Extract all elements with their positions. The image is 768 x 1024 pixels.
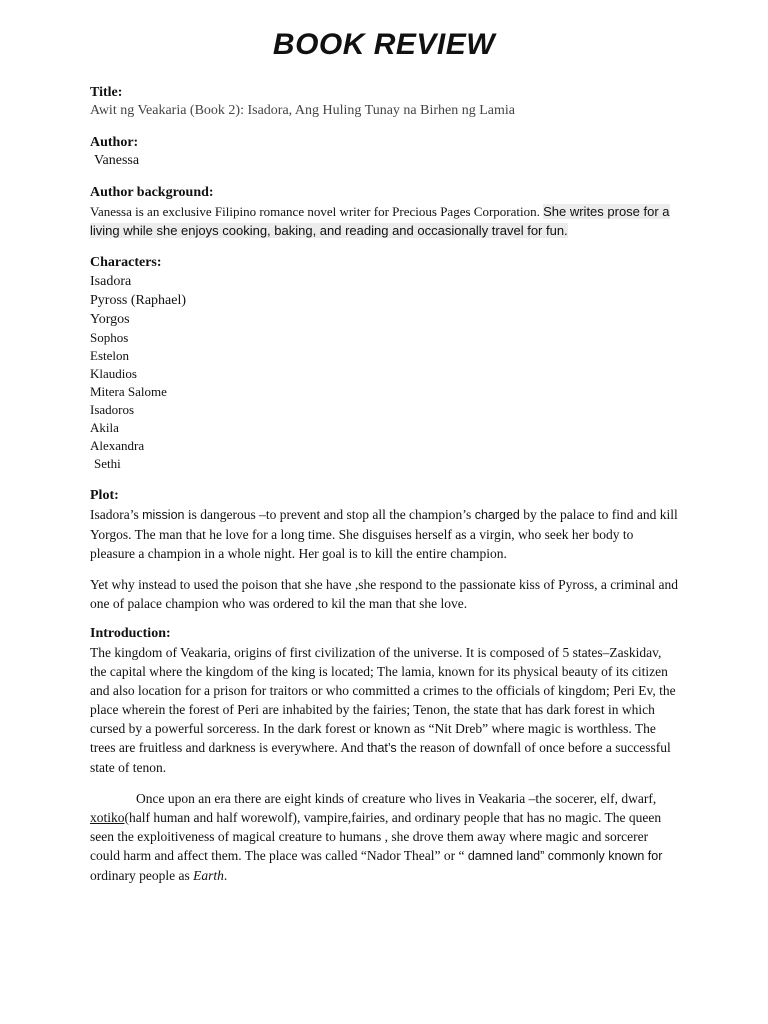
title-value: Awit ng Veakaria (Book 2): Isadora, Ang Huling Tunay na Birhen ng Lamia	[90, 103, 516, 118]
character-item: Isadora	[90, 274, 132, 289]
intro-text: .	[223, 868, 228, 883]
intro-text: The kingdom of Veakaria, origins of first civilization of the universe. It is composed of 5 states–Zaskidav, the capital where the kingdom of the king is located; The lamia, known for its physical beauty of its citizen and also location for a prison for traitors or who committed a crimes to the officials of kingdom; Peri Ev, the place wherein the forest of Peri are inhabited by the fairies; Tenon, the state that has dark forest in which cursed by a powerful sorceress. In the dark forest or known as “Nit Dreb” where magic is worthless. The trees are fruitless and darkness is everywhere. And	[90, 645, 676, 755]
character-item: Estelon	[90, 348, 129, 363]
character-item: Sethi	[94, 456, 121, 471]
review-body	[90, 84, 680, 899]
character-item: Isadoros	[90, 402, 135, 417]
background-text-highlighted: She writes prose for a living while she enjoys cooking, baking, and reading and occasionally travel for fun.	[90, 204, 670, 238]
character-item: Akila	[90, 420, 119, 435]
introduction-section	[90, 625, 680, 885]
page-title: BOOK REVIEW	[272, 28, 496, 61]
character-item: Mitera Salome	[90, 384, 167, 399]
characters-section	[90, 254, 680, 473]
plot-paragraph-1	[90, 505, 680, 563]
intro-text-underlined: xotiko	[90, 810, 125, 825]
character-item: Alexandra	[90, 438, 145, 453]
character-item: Yorgos	[90, 312, 130, 327]
plot-text-sans: charged	[474, 508, 520, 522]
title-label: Title:	[90, 85, 123, 100]
background-label: Author background:	[90, 185, 214, 200]
intro-text: Once upon an era there are eight kinds of creature who lives in Veakaria –the socerer, elf, dwarf,	[136, 791, 657, 806]
title-section	[90, 84, 680, 120]
intro-text-sans: that’s	[367, 741, 397, 755]
character-item: Pyross (Raphael)	[90, 293, 187, 308]
plot-text: is dangerous –to prevent and stop all the champion’s	[184, 507, 475, 522]
intro-text-sans: damned land” commonly known for	[467, 849, 663, 863]
plot-text: by the palace to find and kill Yorgos. The man that he love for a long time. She disguises herself as a virgin, who seek her body to pleasure a champion in a whole night. Her goal is to kill the entire champion.	[90, 507, 678, 561]
plot-label: Plot:	[90, 488, 119, 503]
character-item: Sophos	[90, 330, 129, 345]
plot-text-sans: mission	[142, 508, 185, 522]
introduction-label: Introduction:	[90, 626, 171, 641]
intro-text: ordinary people as	[90, 868, 194, 883]
background-text	[90, 202, 680, 240]
intro-text: (half human and half worewolf), vampire,fairies, and ordinary people that has no magic. The queen seen the exploitiveness of magical creature to humans , she drove them away where magic and sorcerer could harm and affect them. The place was called “Nador Theal” or “	[90, 810, 662, 863]
plot-paragraph-2: Yet why instead to used the poison that she have ,she respond to the passionate kiss of Pyross, a criminal and one of palace champion who was ordered to kil the man that she love.	[90, 577, 679, 611]
characters-label: Characters:	[90, 255, 162, 270]
intro-text: the reason of downfall of once before a successful state of tenon.	[90, 740, 671, 775]
plot-section	[90, 487, 680, 613]
plot-text: Isadora’s	[90, 507, 143, 522]
introduction-paragraph-2	[90, 789, 680, 885]
character-item: Klaudios	[90, 366, 137, 381]
author-value: Vanessa	[94, 153, 140, 168]
background-text-part-1: Vanessa is an exclusive Filipino romance novel writer for Precious Pages Corporation.	[90, 204, 544, 219]
introduction-paragraph-1	[90, 643, 680, 777]
author-section	[90, 134, 680, 170]
intro-text-italic: Earth	[193, 868, 224, 883]
background-section	[90, 184, 680, 240]
author-label: Author:	[90, 135, 139, 150]
